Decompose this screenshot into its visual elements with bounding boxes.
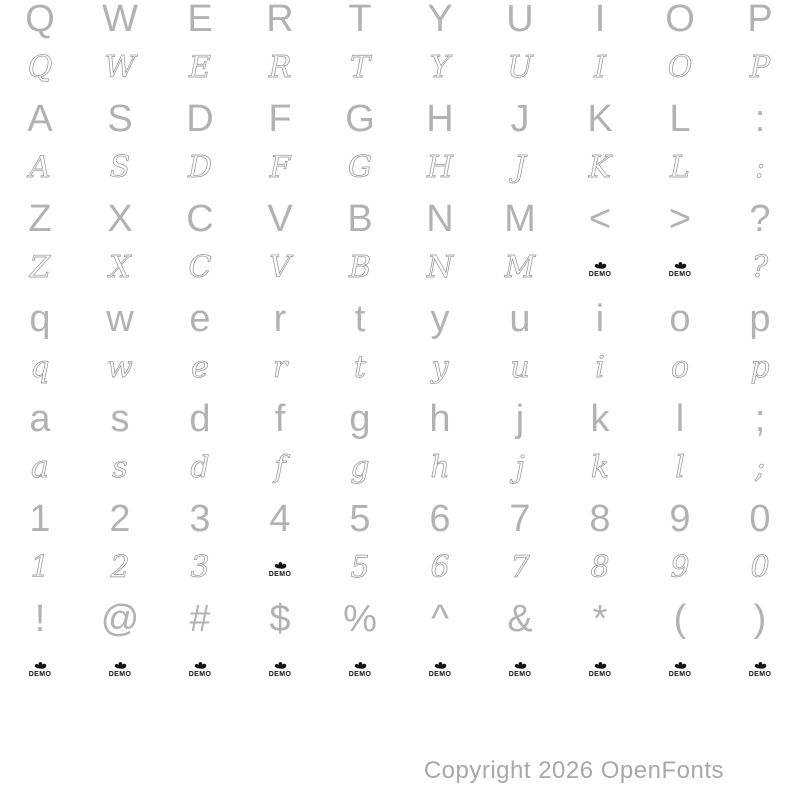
demo-fleuron-icon xyxy=(191,659,209,670)
reference-glyph: g xyxy=(349,398,371,440)
script-glyph: H xyxy=(426,150,454,185)
script-glyph: f xyxy=(274,450,286,485)
reference-glyph: Y xyxy=(427,0,453,40)
script-row xyxy=(0,36,800,100)
reference-glyph: U xyxy=(506,0,534,40)
reference-glyph: q xyxy=(29,298,51,340)
script-glyph: 5 xyxy=(350,550,370,585)
script-row xyxy=(0,336,800,400)
script-glyph: 1 xyxy=(30,550,50,585)
script-glyph: K xyxy=(588,150,612,185)
script-glyph: p xyxy=(750,350,770,385)
demo-glyph xyxy=(240,659,320,678)
glyph-row-pair xyxy=(0,100,800,200)
script-glyph: P xyxy=(749,50,771,85)
reference-glyph: E xyxy=(187,0,213,40)
reference-glyph: ( xyxy=(673,598,687,640)
script-glyph: l xyxy=(675,450,685,485)
demo-glyph-content xyxy=(749,659,772,678)
reference-glyph: B xyxy=(347,198,373,240)
reference-glyph: N xyxy=(426,198,454,240)
script-glyph: T xyxy=(349,50,370,85)
reference-glyph: 9 xyxy=(669,498,691,540)
reference-glyph: $ xyxy=(269,598,291,640)
demo-fleuron-icon xyxy=(511,659,529,670)
reference-glyph: D xyxy=(186,98,214,140)
demo-glyph xyxy=(80,659,160,678)
reference-glyph: 1 xyxy=(29,498,51,540)
script-glyph: 3 xyxy=(190,550,210,585)
script-glyph: h xyxy=(430,450,450,485)
reference-glyph: V xyxy=(267,198,293,240)
reference-glyph: > xyxy=(668,198,692,240)
demo-glyph-content xyxy=(349,659,372,678)
demo-label: DEMO xyxy=(188,670,212,678)
demo-glyph xyxy=(400,659,480,678)
reference-glyph: ; xyxy=(754,398,766,440)
reference-glyph: * xyxy=(592,598,608,640)
script-row xyxy=(0,236,800,300)
reference-glyph: j xyxy=(515,398,525,440)
demo-fleuron-icon xyxy=(591,259,609,270)
script-glyph: t xyxy=(353,350,367,385)
demo-glyph-content xyxy=(669,659,692,678)
reference-glyph: L xyxy=(669,98,691,140)
glyph-row-pair xyxy=(0,300,800,400)
script-glyph: L xyxy=(670,150,690,185)
demo-glyph xyxy=(560,659,640,678)
reference-row xyxy=(0,198,800,240)
reference-glyph: i xyxy=(595,298,605,340)
script-row xyxy=(0,136,800,200)
reference-glyph: 3 xyxy=(189,498,211,540)
reference-glyph: A xyxy=(27,98,53,140)
demo-label: DEMO xyxy=(668,270,692,278)
demo-fleuron-icon xyxy=(351,659,369,670)
reference-glyph: K xyxy=(587,98,613,140)
reference-glyph: r xyxy=(273,298,287,340)
glyph-row-pair xyxy=(0,500,800,600)
demo-fleuron-icon xyxy=(431,659,449,670)
reference-glyph: 2 xyxy=(109,498,131,540)
demo-fleuron-icon xyxy=(751,659,769,670)
demo-glyph-content xyxy=(109,659,132,678)
script-glyph: Q xyxy=(27,50,53,85)
reference-glyph: 7 xyxy=(509,498,531,540)
script-glyph: A xyxy=(29,150,51,185)
reference-glyph: ? xyxy=(749,198,771,240)
demo-label: DEMO xyxy=(268,670,292,678)
demo-fleuron-icon xyxy=(671,259,689,270)
demo-glyph xyxy=(480,659,560,678)
reference-row xyxy=(0,498,800,540)
reference-glyph: R xyxy=(266,0,294,40)
script-glyph: q xyxy=(30,350,50,385)
reference-glyph: y xyxy=(430,298,450,340)
demo-label: DEMO xyxy=(588,270,612,278)
script-glyph: S xyxy=(109,150,131,185)
script-glyph: 7 xyxy=(510,550,530,585)
reference-glyph: J xyxy=(510,98,530,140)
script-glyph: B xyxy=(348,250,372,285)
glyph-row-pair xyxy=(0,200,800,300)
demo-fleuron-icon xyxy=(111,659,129,670)
script-glyph: k xyxy=(590,450,610,485)
script-glyph: ? xyxy=(751,250,769,285)
script-glyph: y xyxy=(431,350,449,385)
reference-row xyxy=(0,0,800,40)
demo-glyph-content xyxy=(669,259,692,278)
demo-label: DEMO xyxy=(748,670,772,678)
script-glyph: o xyxy=(670,350,690,385)
script-glyph: u xyxy=(510,350,530,385)
script-glyph: : xyxy=(754,150,766,185)
script-glyph: C xyxy=(188,250,212,285)
demo-glyph xyxy=(640,259,720,278)
reference-glyph: a xyxy=(29,398,51,440)
demo-label: DEMO xyxy=(108,670,132,678)
reference-glyph: l xyxy=(675,398,685,440)
script-glyph: e xyxy=(191,350,209,385)
script-glyph: Y xyxy=(430,50,450,85)
demo-glyph xyxy=(560,259,640,278)
reference-glyph: e xyxy=(189,298,211,340)
script-glyph: D xyxy=(187,150,213,185)
script-glyph: j xyxy=(515,450,525,485)
script-glyph: g xyxy=(350,450,370,485)
script-glyph: s xyxy=(112,450,128,485)
script-glyph: 2 xyxy=(110,550,130,585)
reference-glyph: O xyxy=(665,0,695,40)
reference-glyph: 4 xyxy=(269,498,291,540)
script-row xyxy=(0,536,800,600)
glyph-row-pair xyxy=(0,600,800,700)
demo-fleuron-icon xyxy=(271,559,289,570)
reference-glyph: I xyxy=(594,0,606,40)
demo-glyph xyxy=(720,659,800,678)
script-glyph: 8 xyxy=(590,550,610,585)
glyph-row-pair xyxy=(0,400,800,500)
reference-glyph: F xyxy=(268,98,292,140)
script-glyph: I xyxy=(594,50,606,85)
demo-glyph xyxy=(320,659,400,678)
demo-label: DEMO xyxy=(508,670,532,678)
demo-label: DEMO xyxy=(268,570,292,578)
reference-glyph: o xyxy=(669,298,691,340)
demo-label: DEMO xyxy=(348,670,372,678)
reference-glyph: s xyxy=(110,398,130,440)
script-glyph: M xyxy=(504,250,536,285)
demo-glyph-content xyxy=(509,659,532,678)
demo-label: DEMO xyxy=(428,670,452,678)
script-glyph: 0 xyxy=(750,550,770,585)
demo-glyph xyxy=(640,659,720,678)
reference-glyph: P xyxy=(747,0,773,40)
script-glyph: F xyxy=(269,150,291,185)
reference-glyph: # xyxy=(189,598,211,640)
demo-glyph-content xyxy=(589,259,612,278)
reference-row xyxy=(0,398,800,440)
reference-glyph: ^ xyxy=(431,598,449,640)
demo-glyph-content xyxy=(269,659,292,678)
demo-fleuron-icon xyxy=(671,659,689,670)
script-glyph: V xyxy=(269,250,291,285)
script-glyph: 9 xyxy=(670,550,690,585)
reference-glyph: G xyxy=(345,98,375,140)
script-glyph: d xyxy=(190,450,210,485)
glyph-row-pair xyxy=(0,0,800,100)
script-glyph: 6 xyxy=(430,550,450,585)
reference-glyph: 5 xyxy=(349,498,371,540)
script-glyph: W xyxy=(104,50,136,85)
reference-glyph: @ xyxy=(100,598,140,640)
demo-fleuron-icon xyxy=(271,659,289,670)
demo-glyph-content xyxy=(189,659,212,678)
reference-glyph: t xyxy=(354,298,366,340)
reference-glyph: h xyxy=(429,398,451,440)
reference-glyph: & xyxy=(507,598,533,640)
reference-row xyxy=(0,598,800,640)
demo-glyph-content xyxy=(29,659,52,678)
reference-glyph: k xyxy=(590,398,610,440)
reference-glyph: ) xyxy=(753,598,767,640)
script-glyph: R xyxy=(268,50,292,85)
script-glyph: X xyxy=(109,250,131,285)
reference-glyph: H xyxy=(426,98,454,140)
demo-label: DEMO xyxy=(588,670,612,678)
reference-glyph: < xyxy=(588,198,612,240)
demo-glyph xyxy=(0,659,80,678)
reference-glyph: : xyxy=(754,98,766,140)
demo-glyph-content xyxy=(429,659,452,678)
reference-glyph: Z xyxy=(28,198,52,240)
demo-glyph xyxy=(240,559,320,578)
reference-glyph: S xyxy=(107,98,133,140)
reference-glyph: W xyxy=(102,0,138,40)
script-glyph: ; xyxy=(754,450,766,485)
reference-glyph: C xyxy=(186,198,214,240)
script-glyph: r xyxy=(272,350,288,385)
script-glyph: U xyxy=(507,50,533,85)
reference-glyph: 6 xyxy=(429,498,451,540)
script-glyph: i xyxy=(595,350,605,385)
reference-glyph: M xyxy=(504,198,536,240)
demo-fleuron-icon xyxy=(31,659,49,670)
reference-glyph: T xyxy=(348,0,372,40)
reference-row xyxy=(0,298,800,340)
reference-glyph: % xyxy=(343,598,377,640)
script-glyph: J xyxy=(513,150,527,185)
reference-glyph: 8 xyxy=(589,498,611,540)
copyright-text: Copyright 2026 OpenFonts xyxy=(423,757,724,784)
demo-fleuron-icon xyxy=(591,659,609,670)
reference-row xyxy=(0,98,800,140)
script-glyph: a xyxy=(31,450,49,485)
script-row xyxy=(0,436,800,500)
script-glyph: E xyxy=(189,50,211,85)
demo-label: DEMO xyxy=(28,670,52,678)
demo-glyph-content xyxy=(269,559,292,578)
script-glyph: Z xyxy=(29,250,51,285)
reference-glyph: p xyxy=(749,298,771,340)
reference-glyph: u xyxy=(509,298,531,340)
demo-glyph xyxy=(160,659,240,678)
script-row xyxy=(0,636,800,700)
reference-glyph: d xyxy=(189,398,211,440)
reference-glyph: ! xyxy=(34,598,46,640)
reference-glyph: X xyxy=(107,198,133,240)
script-glyph: G xyxy=(348,150,372,185)
reference-glyph: f xyxy=(274,398,286,440)
script-glyph: O xyxy=(667,50,693,85)
script-glyph: w xyxy=(107,350,133,385)
script-glyph: N xyxy=(426,250,454,285)
reference-glyph: w xyxy=(106,298,134,340)
reference-glyph: Q xyxy=(25,0,55,40)
demo-glyph-content xyxy=(589,659,612,678)
demo-label: DEMO xyxy=(668,670,692,678)
reference-glyph: 0 xyxy=(749,498,771,540)
